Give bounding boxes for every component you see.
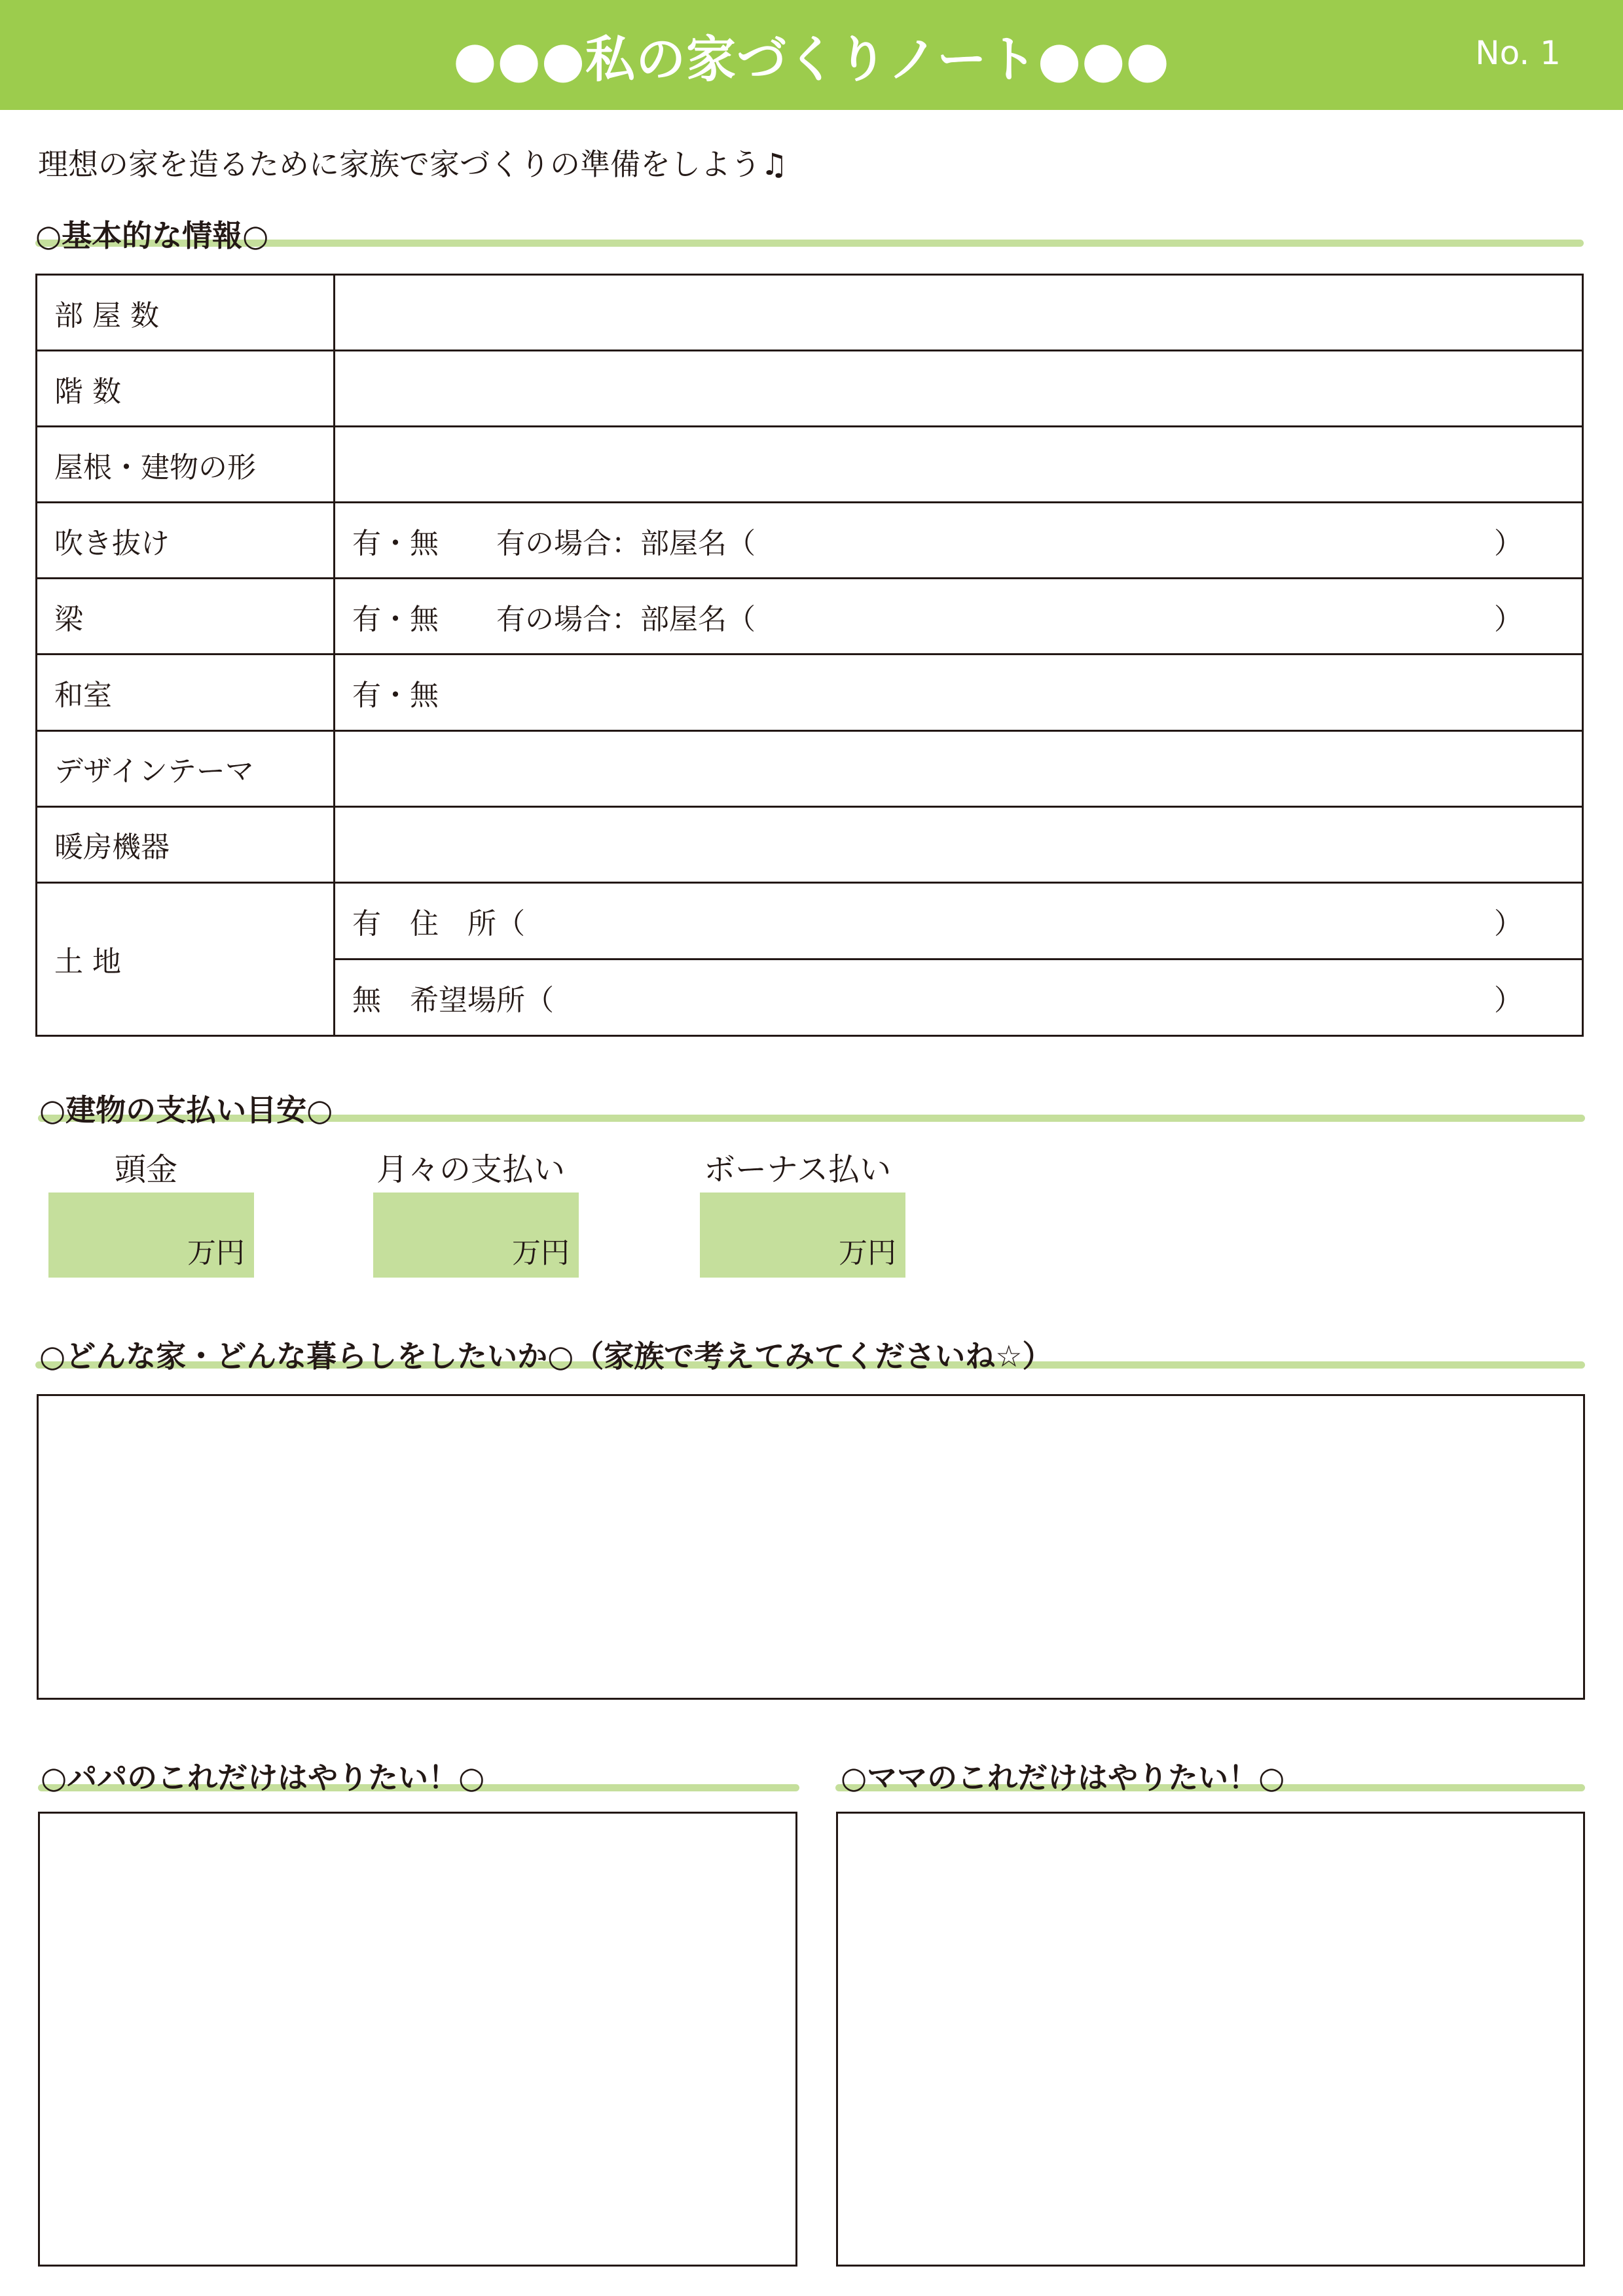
row-label: 部 屋 数 [37,275,335,351]
land-no-label: 無 希望場所（ [352,983,554,1017]
section-title-basic-info: ○基本的な情報○ [35,218,269,253]
bonus-payment-label: ボーナス払い [704,1151,892,1188]
close-paren: ） [1494,983,1523,1017]
row-label: 土 地 [37,882,335,1035]
close-paren: ） [1494,906,1523,941]
page-title: ●●●私の家づくりノート●●● [453,30,1170,88]
row-label: 和室 [37,655,335,730]
unit-label: 万円 [512,1236,570,1270]
bonus-payment-field[interactable] [700,1193,905,1278]
atrium-field[interactable] [335,503,1583,579]
intro-text: 理想の家を造るために家族で家づくりの準備をしよう♫ [38,147,788,182]
heating-field[interactable] [335,806,1583,882]
row-label: デザインテーマ [37,730,335,806]
atrium-options: 有・無 有の場合：部屋名（ [352,526,756,560]
basic-info-table [35,274,1584,1037]
row-label: 階 数 [37,351,335,427]
row-label: 屋根・建物の形 [37,427,335,503]
design-theme-field[interactable] [335,730,1583,806]
table-row [37,351,1583,427]
page-number: No. 1 [1475,34,1561,72]
roof-shape-field[interactable] [335,427,1583,503]
monthly-payment-field[interactable] [373,1193,579,1278]
row-label: 吹き抜け [37,503,335,579]
japanese-room-options: 有・無 [352,679,439,713]
section-title-mama: ○ママのこれだけはやりたい！○ [841,1760,1285,1795]
down-payment-label: 頭金 [115,1151,178,1188]
section-title-papa: ○パパのこれだけはやりたい！○ [41,1760,485,1795]
monthly-payment-label: 月々の支払い [376,1151,566,1188]
beam-options: 有・無 有の場合：部屋名（ [352,602,756,636]
japanese-room-field[interactable] [335,655,1583,730]
close-paren: ） [1494,602,1523,636]
beam-field[interactable] [335,579,1583,655]
table-row [37,882,1583,959]
section-title-lifestyle: ○どんな家・どんな暮らしをしたいか○（家族で考えてみてくださいね☆） [39,1338,1053,1374]
row-label: 暖房機器 [37,806,335,882]
table-row [37,806,1583,882]
land-address-field[interactable] [335,882,1583,959]
papa-input-box[interactable] [38,1812,797,2267]
room-count-field[interactable] [335,275,1583,351]
table-row [37,655,1583,730]
land-desired-field[interactable] [335,959,1583,1035]
unit-label: 万円 [187,1236,245,1270]
table-row [37,730,1583,806]
floor-count-field[interactable] [335,351,1583,427]
table-row [37,275,1583,351]
section-title-payment: ○建物の支払い目安○ [39,1092,333,1128]
mama-input-box[interactable] [836,1812,1585,2267]
close-paren: ） [1494,526,1523,560]
unit-label: 万円 [839,1236,896,1270]
header-bar [0,0,1623,110]
table-row [37,427,1583,503]
row-label: 梁 [37,579,335,655]
table-row [37,503,1583,579]
land-yes-label: 有 住 所（ [352,906,525,941]
down-payment-field[interactable] [48,1193,254,1278]
table-row [37,579,1583,655]
lifestyle-input-box[interactable] [37,1394,1585,1700]
